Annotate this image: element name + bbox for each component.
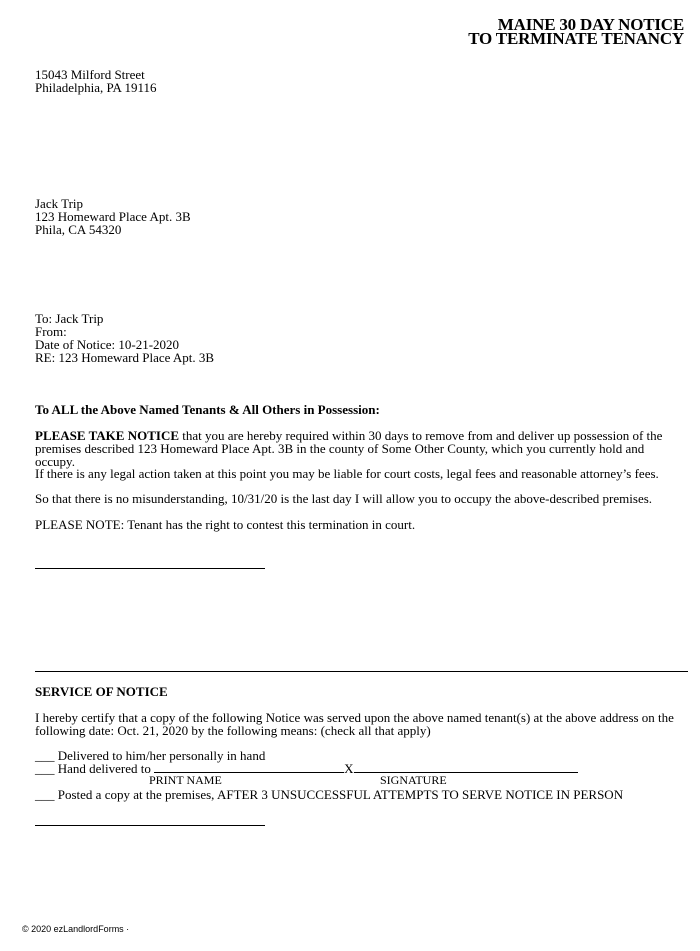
recipient-name: Jack Trip — [35, 196, 84, 211]
memo-date: Date of Notice: 10-21-2020 — [35, 337, 180, 352]
option-label-hand: Hand delivered to — [54, 761, 155, 776]
memo-re: RE: 123 Homeward Place Apt. 3B — [35, 350, 215, 365]
notice-lead: PLEASE TAKE NOTICE — [35, 428, 180, 443]
memo-block — [35, 312, 214, 364]
option-label-personal: Delivered to him/her personally in hand — [54, 748, 266, 763]
sender-street: 15043 Milford Street — [35, 67, 145, 82]
recipient-street: 123 Homeward Place Apt. 3B — [35, 209, 191, 224]
sender-address — [35, 68, 156, 94]
section-divider — [35, 671, 688, 672]
sender-city: Philadelphia, PA 19116 — [35, 80, 157, 95]
memo-from: From: — [35, 324, 67, 339]
service-certify: I hereby certify that a copy of the following Notice was served upon the above named tenant(s) at the above address on the following date: Oct. 21, 2020 by the following means: (check all that apply) — [35, 710, 674, 738]
option-label-posted: Posted a copy at the premises, AFTER 3 UNSUCCESSFUL ATTEMPTS TO SERVE NOTICE IN PERSON — [54, 787, 624, 802]
x-mark: X — [344, 761, 354, 776]
notice-paragraph — [35, 429, 675, 468]
option-checkbox-posted[interactable]: ___ — [35, 787, 55, 802]
service-option-hand[interactable] — [35, 762, 578, 775]
memo-to: To: Jack Trip — [35, 311, 104, 326]
print-name-field[interactable] — [154, 763, 344, 773]
recipient-address — [35, 197, 191, 236]
tenants-heading: To ALL the Above Named Tenants & All Others in Possession: — [35, 402, 380, 417]
service-heading: SERVICE OF NOTICE — [35, 684, 168, 699]
option-checkbox-personal[interactable]: ___ — [35, 748, 55, 763]
document-title — [468, 15, 684, 48]
please-note-paragraph: PLEASE NOTE: Tenant has the right to contest this termination in court. — [35, 517, 416, 532]
signature-field[interactable] — [354, 763, 578, 773]
title-line-1: MAINE 30 DAY NOTICE — [497, 15, 684, 34]
option-checkbox-hand[interactable]: ___ — [35, 761, 55, 776]
server-signature-line[interactable] — [35, 825, 265, 826]
footer-copyright: © 2020 ezLandlordForms · — [22, 924, 130, 934]
title-line-2: TO TERMINATE TENANCY — [468, 29, 684, 48]
landlord-signature-line[interactable] — [35, 568, 265, 569]
notice-text: that you are hereby required within 30 days to remove from and deliver up possession of the premises described 123 Homeward Place Apt. 3B in the county of Some Other County, which you currently hold and occupy. — [35, 428, 663, 469]
recipient-city: Phila, CA 54320 — [35, 222, 122, 237]
last-day-paragraph: So that there is no misunderstanding, 10/31/20 is the last day I will allow you to occupy the above-described premises. — [35, 491, 653, 506]
print-name-caption: PRINT NAME — [149, 773, 222, 787]
service-option-posted[interactable] — [35, 788, 623, 801]
signature-caption: SIGNATURE — [380, 773, 447, 787]
legal-action-paragraph: If there is any legal action taken at this point you may be liable for court costs, legal fees and reasonable attorney’s fees. — [35, 466, 659, 481]
